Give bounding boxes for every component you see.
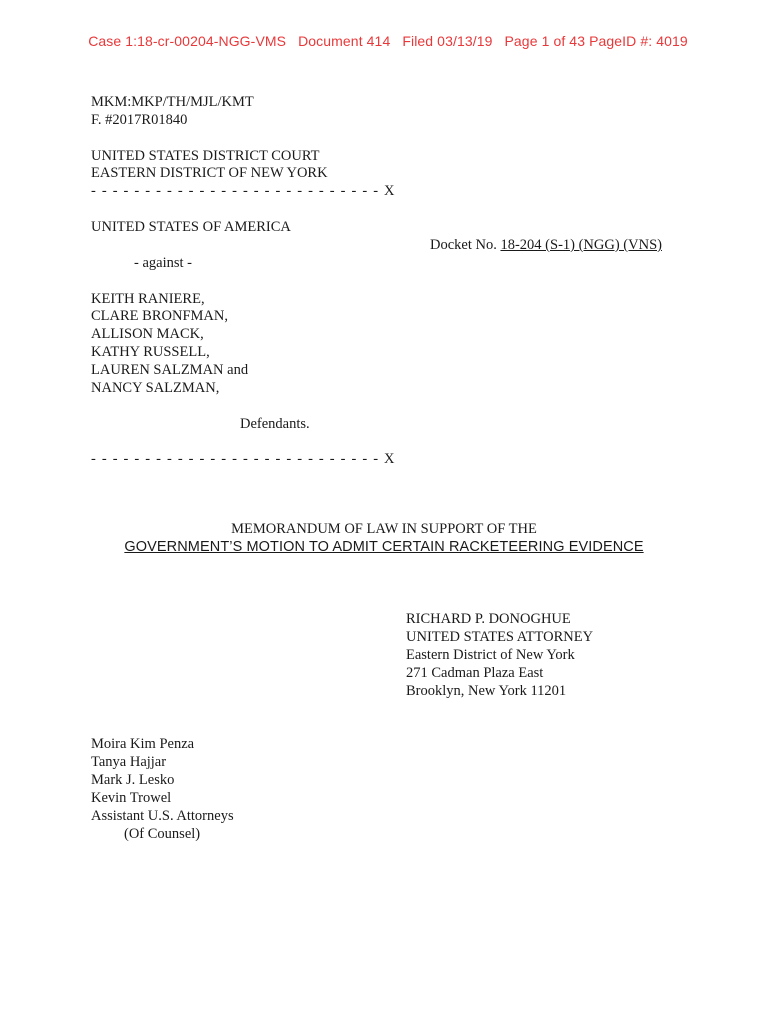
- stamp-case-number: Case 1:18-cr-00204-NGG-VMS: [88, 33, 287, 49]
- stamp-document-number: Document 414: [298, 33, 391, 49]
- court-name: UNITED STATES DISTRICT COURT: [91, 148, 320, 164]
- against-label: - against -: [134, 255, 192, 271]
- docket-prefix: Docket No.: [430, 237, 501, 253]
- defendants-label: Defendants.: [240, 416, 310, 432]
- file-number: F. #2017R01840: [91, 112, 188, 128]
- defendant-name: KATHY RUSSELL,: [91, 344, 210, 360]
- caption-divider-bottom: - - - - - - - - - - - - - - - - - - - - - - - - - - - X: [91, 451, 396, 467]
- attorney-street: 271 Cadman Plaza East: [406, 665, 544, 681]
- counsel-role: Assistant U.S. Attorneys: [91, 808, 234, 824]
- counsel-name: Mark J. Lesko: [91, 772, 175, 788]
- title-line-1: MEMORANDUM OF LAW IN SUPPORT OF THE: [231, 521, 537, 537]
- attorney-district: Eastern District of New York: [406, 647, 575, 663]
- counsel-note: (Of Counsel): [124, 826, 201, 842]
- docket-value: 18-204 (S-1) (NGG) (VNS): [500, 237, 662, 253]
- defendant-name: LAUREN SALZMAN and: [91, 362, 249, 378]
- stamp-filed-date: Filed 03/13/19: [402, 33, 493, 49]
- file-initials: MKM:MKP/TH/MJL/KMT: [91, 94, 254, 110]
- attorney-title: UNITED STATES ATTORNEY: [406, 629, 594, 645]
- counsel-name: Kevin Trowel: [91, 790, 172, 806]
- defendant-name: NANCY SALZMAN,: [91, 380, 220, 396]
- title-line-2: GOVERNMENT’S MOTION TO ADMIT CERTAIN RACKETEERING EVIDENCE: [124, 539, 644, 555]
- defendant-name: KEITH RANIERE,: [91, 291, 205, 307]
- defendant-name: ALLISON MACK,: [91, 326, 204, 342]
- attorney-name: RICHARD P. DONOGHUE: [406, 611, 571, 627]
- plaintiff-name: UNITED STATES OF AMERICA: [91, 219, 291, 235]
- attorney-city: Brooklyn, New York 11201: [406, 683, 567, 699]
- caption-divider-top: - - - - - - - - - - - - - - - - - - - - - - - - - - - X: [91, 183, 396, 199]
- counsel-name: Tanya Hajjar: [91, 754, 167, 770]
- court-district: EASTERN DISTRICT OF NEW YORK: [91, 165, 328, 181]
- filing-stamp: [0, 17, 768, 49]
- counsel-name: Moira Kim Penza: [91, 736, 195, 752]
- docket-number: [430, 236, 662, 254]
- defendant-name: CLARE BRONFMAN,: [91, 308, 228, 324]
- memorandum-title: [0, 520, 768, 556]
- stamp-page-info: Page 1 of 43 PageID #: 4019: [504, 33, 688, 49]
